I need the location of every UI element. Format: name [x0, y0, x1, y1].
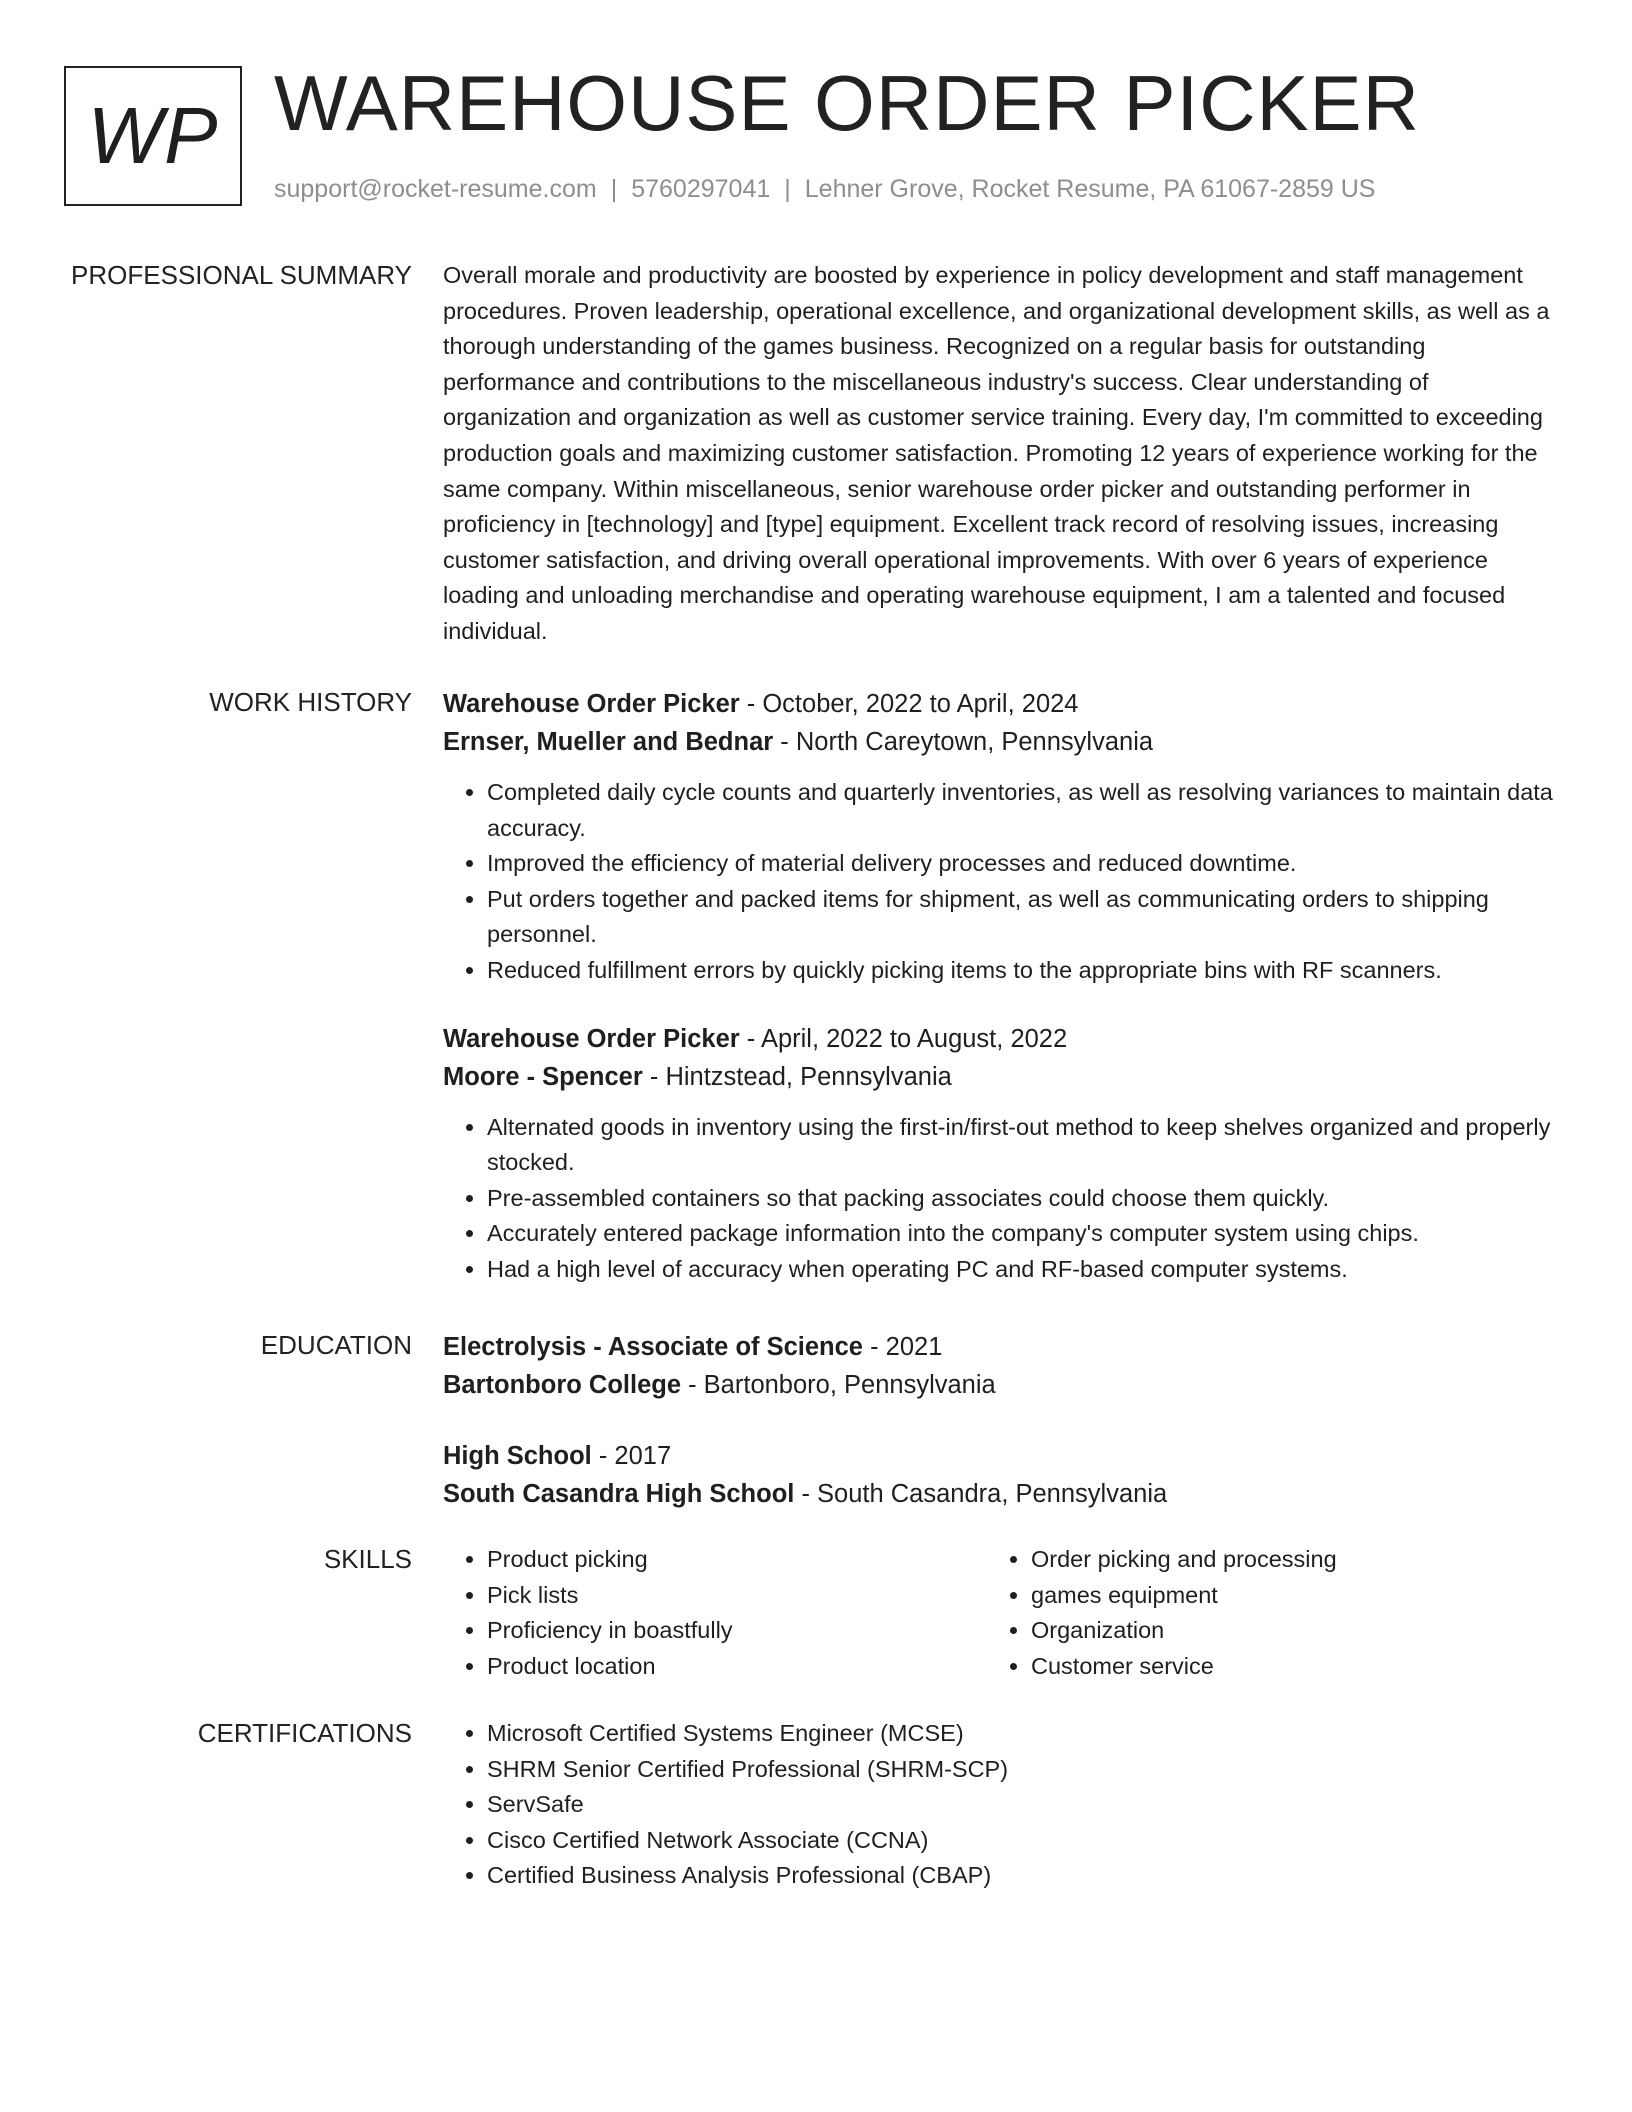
candidate-name: WAREHOUSE ORDER PICKER — [274, 59, 1420, 147]
school-name: South Casandra High School — [443, 1480, 795, 1508]
summary-body — [443, 258, 1555, 650]
contact-email[interactable]: support@rocket-resume.com — [274, 175, 597, 203]
work-history-body — [443, 685, 1555, 1288]
contact-phone[interactable]: 5760297041 — [631, 175, 771, 203]
contact-separator: | — [784, 175, 791, 203]
skill-item: • Customer service — [1031, 1649, 1531, 1685]
job-entry — [443, 685, 1555, 989]
degree: Electrolysis - Associate of Science — [443, 1333, 863, 1361]
school-location: - Bartonboro, Pennsylvania — [681, 1371, 996, 1399]
job-bullets — [443, 775, 1555, 989]
education-entry — [443, 1437, 1555, 1513]
certification-item: • Microsoft Certified Systems Engineer (MCSE) — [487, 1716, 1555, 1752]
job-company: Moore - Spencer — [443, 1062, 643, 1091]
graduation-year: - 2021 — [863, 1333, 943, 1361]
certifications-list — [443, 1716, 1555, 1894]
certification-item: • Cisco Certified Network Associate (CCNA) — [487, 1823, 1555, 1859]
job-bullet: • Accurately entered package information into the company's computer system using chips. — [487, 1216, 1555, 1252]
job-bullet: • Completed daily cycle counts and quarterly inventories, as well as resolving variances to maintain data accuracy. — [487, 775, 1555, 846]
job-title-line — [443, 685, 1555, 723]
skill-item: • games equipment — [1031, 1578, 1531, 1614]
skill-item: • Order picking and processing — [1031, 1542, 1531, 1578]
certification-item: • SHRM Senior Certified Professional (SHRM-SCP) — [487, 1752, 1555, 1788]
job-title: Warehouse Order Picker — [443, 690, 740, 718]
section-label-skills: SKILLS — [323, 1544, 412, 1574]
job-company-line — [443, 723, 1555, 761]
job-title-line — [443, 1020, 1555, 1058]
skills-column-right — [987, 1542, 1531, 1684]
skill-item: • Proficiency in boastfully — [487, 1613, 987, 1649]
certification-item: • ServSafe — [487, 1787, 1555, 1823]
job-location: - Hintzstead, Pennsylvania — [642, 1062, 952, 1091]
school-line — [443, 1366, 1555, 1404]
school-line — [443, 1475, 1555, 1513]
job-bullet: • Alternated goods in inventory using the first-in/first-out method to keep shelves organized and properly stocked. — [487, 1110, 1555, 1181]
job-bullet: • Reduced fulfillment errors by quickly picking items to the appropriate bins with RF scanners. — [487, 953, 1555, 989]
summary-text: Overall morale and productivity are boosted by experience in policy development and staff management procedures. Proven leadership, operational excellence, and organizational development skills, as well as a thorough understanding of the games business. Recognized on a regular basis for outstanding performance and contributions to the miscellaneous industry's success. Clear understanding of organization and organization as well as customer service training. Every day, I'm committed to exceeding production goals and maximizing customer satisfaction. Promoting 12 years of experience working for the same company. Within miscellaneous, senior warehouse order picker and outstanding performer in proficiency in [technology] and [type] equipment. Excellent track record of resolving issues, increasing customer satisfaction, and driving overall operational improvements. With over 6 years of experience loading and unloading merchandise and operating warehouse equipment, I am a talented and focused individual. — [443, 262, 1550, 644]
degree-line — [443, 1437, 1555, 1475]
skills-body — [443, 1542, 1555, 1684]
job-company: Ernser, Mueller and Bednar — [443, 728, 774, 756]
job-title: Warehouse Order Picker — [443, 1024, 740, 1053]
skill-item: • Product location — [487, 1649, 987, 1685]
graduation-year: - 2017 — [591, 1442, 672, 1470]
skill-item: • Pick lists — [487, 1578, 987, 1614]
skills-grid — [443, 1542, 1555, 1684]
job-dates: - April, 2022 to August, 2022 — [739, 1024, 1068, 1053]
section-label-certifications: CERTIFICATIONS — [197, 1718, 412, 1748]
job-dates: - October, 2022 to April, 2024 — [739, 690, 1079, 718]
job-bullets — [443, 1110, 1555, 1288]
skill-item: • Product picking — [487, 1542, 987, 1578]
job-company-line — [443, 1058, 1555, 1096]
skill-item: • Organization — [1031, 1613, 1531, 1649]
job-bullet: • Pre-assembled containers so that packing associates could choose them quickly. — [487, 1181, 1555, 1217]
contact-separator: | — [610, 175, 618, 203]
contact-line — [274, 173, 1375, 205]
job-bullet: • Put orders together and packed items for shipment, as well as communicating orders to shipping personnel. — [487, 882, 1555, 953]
section-label-work-history: WORK HISTORY — [209, 687, 412, 717]
job-bullet: • Improved the efficiency of material delivery processes and reduced downtime. — [487, 846, 1555, 882]
monogram-initials: WP — [87, 91, 219, 180]
certification-item: • Certified Business Analysis Professional (CBAP) — [487, 1858, 1555, 1894]
section-label-education: EDUCATION — [260, 1330, 412, 1360]
certifications-body — [443, 1716, 1555, 1894]
degree: High School — [443, 1442, 592, 1470]
job-entry — [443, 1020, 1555, 1288]
contact-address: Lehner Grove, Rocket Resume, PA 61067-2859 US — [804, 175, 1376, 203]
school-location: - South Casandra, Pennsylvania — [794, 1480, 1168, 1508]
job-bullet: • Had a high level of accuracy when operating PC and RF-based computer systems. — [487, 1252, 1555, 1288]
job-location: - North Careytown, Pennsylvania — [773, 728, 1154, 756]
education-entry — [443, 1328, 1555, 1404]
skills-column-left — [443, 1542, 987, 1684]
school-name: Bartonboro College — [443, 1371, 682, 1399]
education-body — [443, 1328, 1555, 1513]
degree-line — [443, 1328, 1555, 1366]
monogram-box — [64, 66, 242, 206]
section-label-summary: PROFESSIONAL SUMMARY — [71, 260, 412, 290]
